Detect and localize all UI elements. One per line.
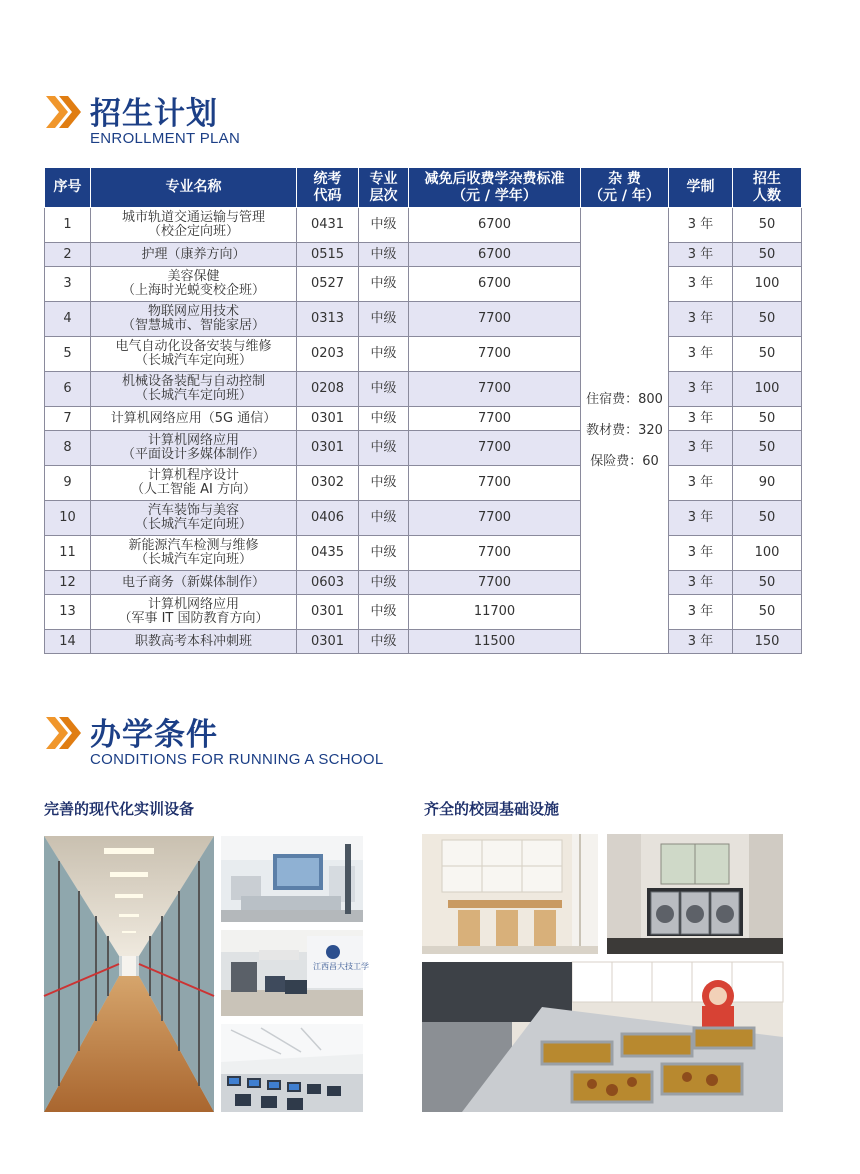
major-name: 城市轨道交通运输与管理 (121, 210, 265, 225)
row-level-cell: 中级 (359, 337, 409, 372)
misc-fee-item: 住宿费：800 (586, 392, 663, 407)
row-code-cell: 0208 (297, 372, 359, 407)
row-code-cell: 0515 (297, 243, 359, 267)
row-count-cell: 150 (733, 630, 802, 654)
row-tuition-cell: 6700 (409, 208, 581, 243)
major-name-note: （人工智能 AI 方向） (131, 482, 256, 497)
training-equipment-heading: 完善的现代化实训设备 (44, 800, 195, 818)
row-major-cell (91, 501, 297, 536)
major-name: 电气自动化设备安装与维修 (115, 339, 272, 354)
row-level-cell: 中级 (359, 431, 409, 466)
row-years-cell: 3 年 (669, 267, 733, 302)
row-tuition-cell: 7700 (409, 571, 581, 595)
major-name-note: （长城汽车定向班） (134, 552, 252, 567)
lobby-photo (221, 930, 369, 1016)
table-row (45, 571, 802, 595)
major-name: 物联网应用技术 (147, 304, 239, 319)
dormitory-photo (422, 834, 598, 954)
misc-fees-cell (581, 208, 669, 654)
double-chevron-icon (44, 92, 84, 132)
major-name: 电子商务（新媒体制作） (121, 574, 265, 590)
row-years-cell: 3 年 (669, 431, 733, 466)
row-code-cell: 0406 (297, 501, 359, 536)
row-major-cell (91, 595, 297, 630)
row-level-cell: 中级 (359, 267, 409, 302)
row-major-cell (91, 536, 297, 571)
row-count-cell: 50 (733, 208, 802, 243)
table-row (45, 407, 802, 431)
campus-facilities-heading: 齐全的校园基础设施 (424, 800, 560, 818)
row-major-cell (91, 302, 297, 337)
major-name: 计算机程序设计 (147, 468, 239, 483)
row-major-cell (91, 267, 297, 302)
row-level-cell: 中级 (359, 407, 409, 431)
row-no-cell: 11 (45, 536, 91, 571)
major-name-note: （军事 IT 国防教育方向） (118, 611, 269, 626)
row-years-cell: 3 年 (669, 302, 733, 337)
row-major-cell (91, 337, 297, 372)
header-years: 学制 (669, 168, 733, 208)
row-code-cell: 0301 (297, 630, 359, 654)
table-row (45, 208, 802, 243)
row-years-cell: 3 年 (669, 501, 733, 536)
computer-lab-photo (221, 1024, 363, 1112)
conditions-title: 办学条件 (90, 717, 218, 753)
enrollment-plan-table (44, 167, 802, 654)
row-count-cell: 50 (733, 243, 802, 267)
major-name: 机械设备装配与自动控制 (121, 374, 265, 389)
table-body (45, 208, 802, 654)
row-level-cell: 中级 (359, 372, 409, 407)
header-major: 专业名称 (91, 168, 297, 208)
header-misc: 杂 费 （元 / 年） (581, 168, 669, 208)
table-row (45, 302, 802, 337)
row-no-cell: 4 (45, 302, 91, 337)
row-years-cell: 3 年 (669, 536, 733, 571)
major-name: 美容保健 (167, 269, 220, 284)
row-tuition-cell: 11700 (409, 595, 581, 630)
row-tuition-cell: 7700 (409, 536, 581, 571)
major-name: 汽车装饰与美容 (147, 503, 239, 518)
table-row (45, 466, 802, 501)
row-major-cell (91, 372, 297, 407)
row-code-cell: 0313 (297, 302, 359, 337)
row-code-cell: 0527 (297, 267, 359, 302)
table-row (45, 630, 802, 654)
row-years-cell: 3 年 (669, 595, 733, 630)
row-tuition-cell: 6700 (409, 267, 581, 302)
row-count-cell: 100 (733, 536, 802, 571)
misc-fee-item: 教材费：320 (586, 423, 663, 438)
table-row (45, 243, 802, 267)
major-name-note: （长城汽车定向班） (134, 388, 252, 403)
row-count-cell: 50 (733, 337, 802, 372)
row-code-cell: 0203 (297, 337, 359, 372)
row-major-cell (91, 431, 297, 466)
row-tuition-cell: 7700 (409, 337, 581, 372)
major-name: 职教高考本科冲刺班 (134, 633, 252, 649)
enrollment-subtitle: ENROLLMENT PLAN (90, 130, 241, 147)
row-tuition-cell: 7700 (409, 302, 581, 337)
row-count-cell: 50 (733, 501, 802, 536)
row-major-cell (91, 243, 297, 267)
header-count: 招生 人数 (733, 168, 802, 208)
row-level-cell: 中级 (359, 595, 409, 630)
enrollment-title: 招生计划 (90, 96, 218, 132)
row-major-cell (91, 571, 297, 595)
row-count-cell: 50 (733, 571, 802, 595)
row-years-cell: 3 年 (669, 407, 733, 431)
row-years-cell: 3 年 (669, 630, 733, 654)
row-years-cell: 3 年 (669, 243, 733, 267)
major-name-note: （智慧城市、智能家居） (121, 318, 265, 333)
row-years-cell: 3 年 (669, 571, 733, 595)
row-code-cell: 0301 (297, 595, 359, 630)
row-count-cell: 90 (733, 466, 802, 501)
row-tuition-cell: 7700 (409, 372, 581, 407)
row-code-cell: 0301 (297, 431, 359, 466)
row-no-cell: 7 (45, 407, 91, 431)
table-row (45, 431, 802, 466)
row-level-cell: 中级 (359, 630, 409, 654)
row-no-cell: 3 (45, 267, 91, 302)
major-name-note: （校企定向班） (147, 224, 239, 239)
misc-fee-item: 保险费：60 (590, 454, 659, 469)
row-tuition-cell: 7700 (409, 466, 581, 501)
row-years-cell: 3 年 (669, 466, 733, 501)
row-level-cell: 中级 (359, 466, 409, 501)
major-name: 计算机网络应用（5G 通信） (110, 410, 277, 426)
row-major-cell (91, 208, 297, 243)
row-tuition-cell: 7700 (409, 431, 581, 466)
row-level-cell: 中级 (359, 243, 409, 267)
row-tuition-cell: 11500 (409, 630, 581, 654)
canteen-photo (422, 962, 783, 1112)
header-tuition: 减免后收费学杂费标准 （元 / 学年） (409, 168, 581, 208)
row-major-cell (91, 466, 297, 501)
row-no-cell: 8 (45, 431, 91, 466)
row-no-cell: 1 (45, 208, 91, 243)
table-row (45, 267, 802, 302)
row-tuition-cell: 7700 (409, 407, 581, 431)
row-no-cell: 12 (45, 571, 91, 595)
row-years-cell: 3 年 (669, 208, 733, 243)
table-row (45, 501, 802, 536)
major-name: 护理（康养方向） (141, 246, 246, 262)
row-no-cell: 5 (45, 337, 91, 372)
row-no-cell: 6 (45, 372, 91, 407)
row-count-cell: 100 (733, 267, 802, 302)
row-level-cell: 中级 (359, 302, 409, 337)
table-row (45, 595, 802, 630)
major-name: 计算机网络应用 (147, 433, 239, 448)
header-code: 统考 代码 (297, 168, 359, 208)
header-level: 专业 层次 (359, 168, 409, 208)
row-code-cell: 0435 (297, 536, 359, 571)
training-room-photo (221, 836, 363, 922)
conditions-subtitle: CONDITIONS FOR RUNNING A SCHOOL (90, 751, 384, 768)
row-years-cell: 3 年 (669, 337, 733, 372)
major-name-note: （长城汽车定向班） (134, 353, 252, 368)
row-code-cell: 0603 (297, 571, 359, 595)
major-name-note: （平面设计多媒体制作） (121, 447, 265, 462)
row-count-cell: 50 (733, 431, 802, 466)
table-header-row (45, 168, 802, 208)
row-no-cell: 9 (45, 466, 91, 501)
row-level-cell: 中级 (359, 501, 409, 536)
major-name-note: （长城汽车定向班） (134, 517, 252, 532)
row-code-cell: 0431 (297, 208, 359, 243)
major-name-note: （上海时光蜕变校企班） (121, 283, 265, 298)
row-code-cell: 0301 (297, 407, 359, 431)
row-tuition-cell: 7700 (409, 501, 581, 536)
row-major-cell (91, 407, 297, 431)
row-level-cell: 中级 (359, 536, 409, 571)
corridor-photo (44, 836, 214, 1112)
row-no-cell: 2 (45, 243, 91, 267)
row-major-cell (91, 630, 297, 654)
row-count-cell: 50 (733, 302, 802, 337)
laundry-room-photo (607, 834, 783, 954)
row-years-cell: 3 年 (669, 372, 733, 407)
row-level-cell: 中级 (359, 208, 409, 243)
row-count-cell: 100 (733, 372, 802, 407)
row-count-cell: 50 (733, 407, 802, 431)
header-no: 序号 (45, 168, 91, 208)
major-name: 计算机网络应用 (147, 597, 239, 612)
row-count-cell: 50 (733, 595, 802, 630)
row-tuition-cell: 6700 (409, 243, 581, 267)
row-level-cell: 中级 (359, 571, 409, 595)
table-row (45, 372, 802, 407)
table-row (45, 536, 802, 571)
double-chevron-icon (44, 713, 84, 753)
row-no-cell: 14 (45, 630, 91, 654)
table-row (45, 337, 802, 372)
row-code-cell: 0302 (297, 466, 359, 501)
row-no-cell: 10 (45, 501, 91, 536)
row-no-cell: 13 (45, 595, 91, 630)
major-name: 新能源汽车检测与维修 (128, 538, 259, 553)
school-signage-text: 江西昌大技工学 (313, 962, 369, 971)
